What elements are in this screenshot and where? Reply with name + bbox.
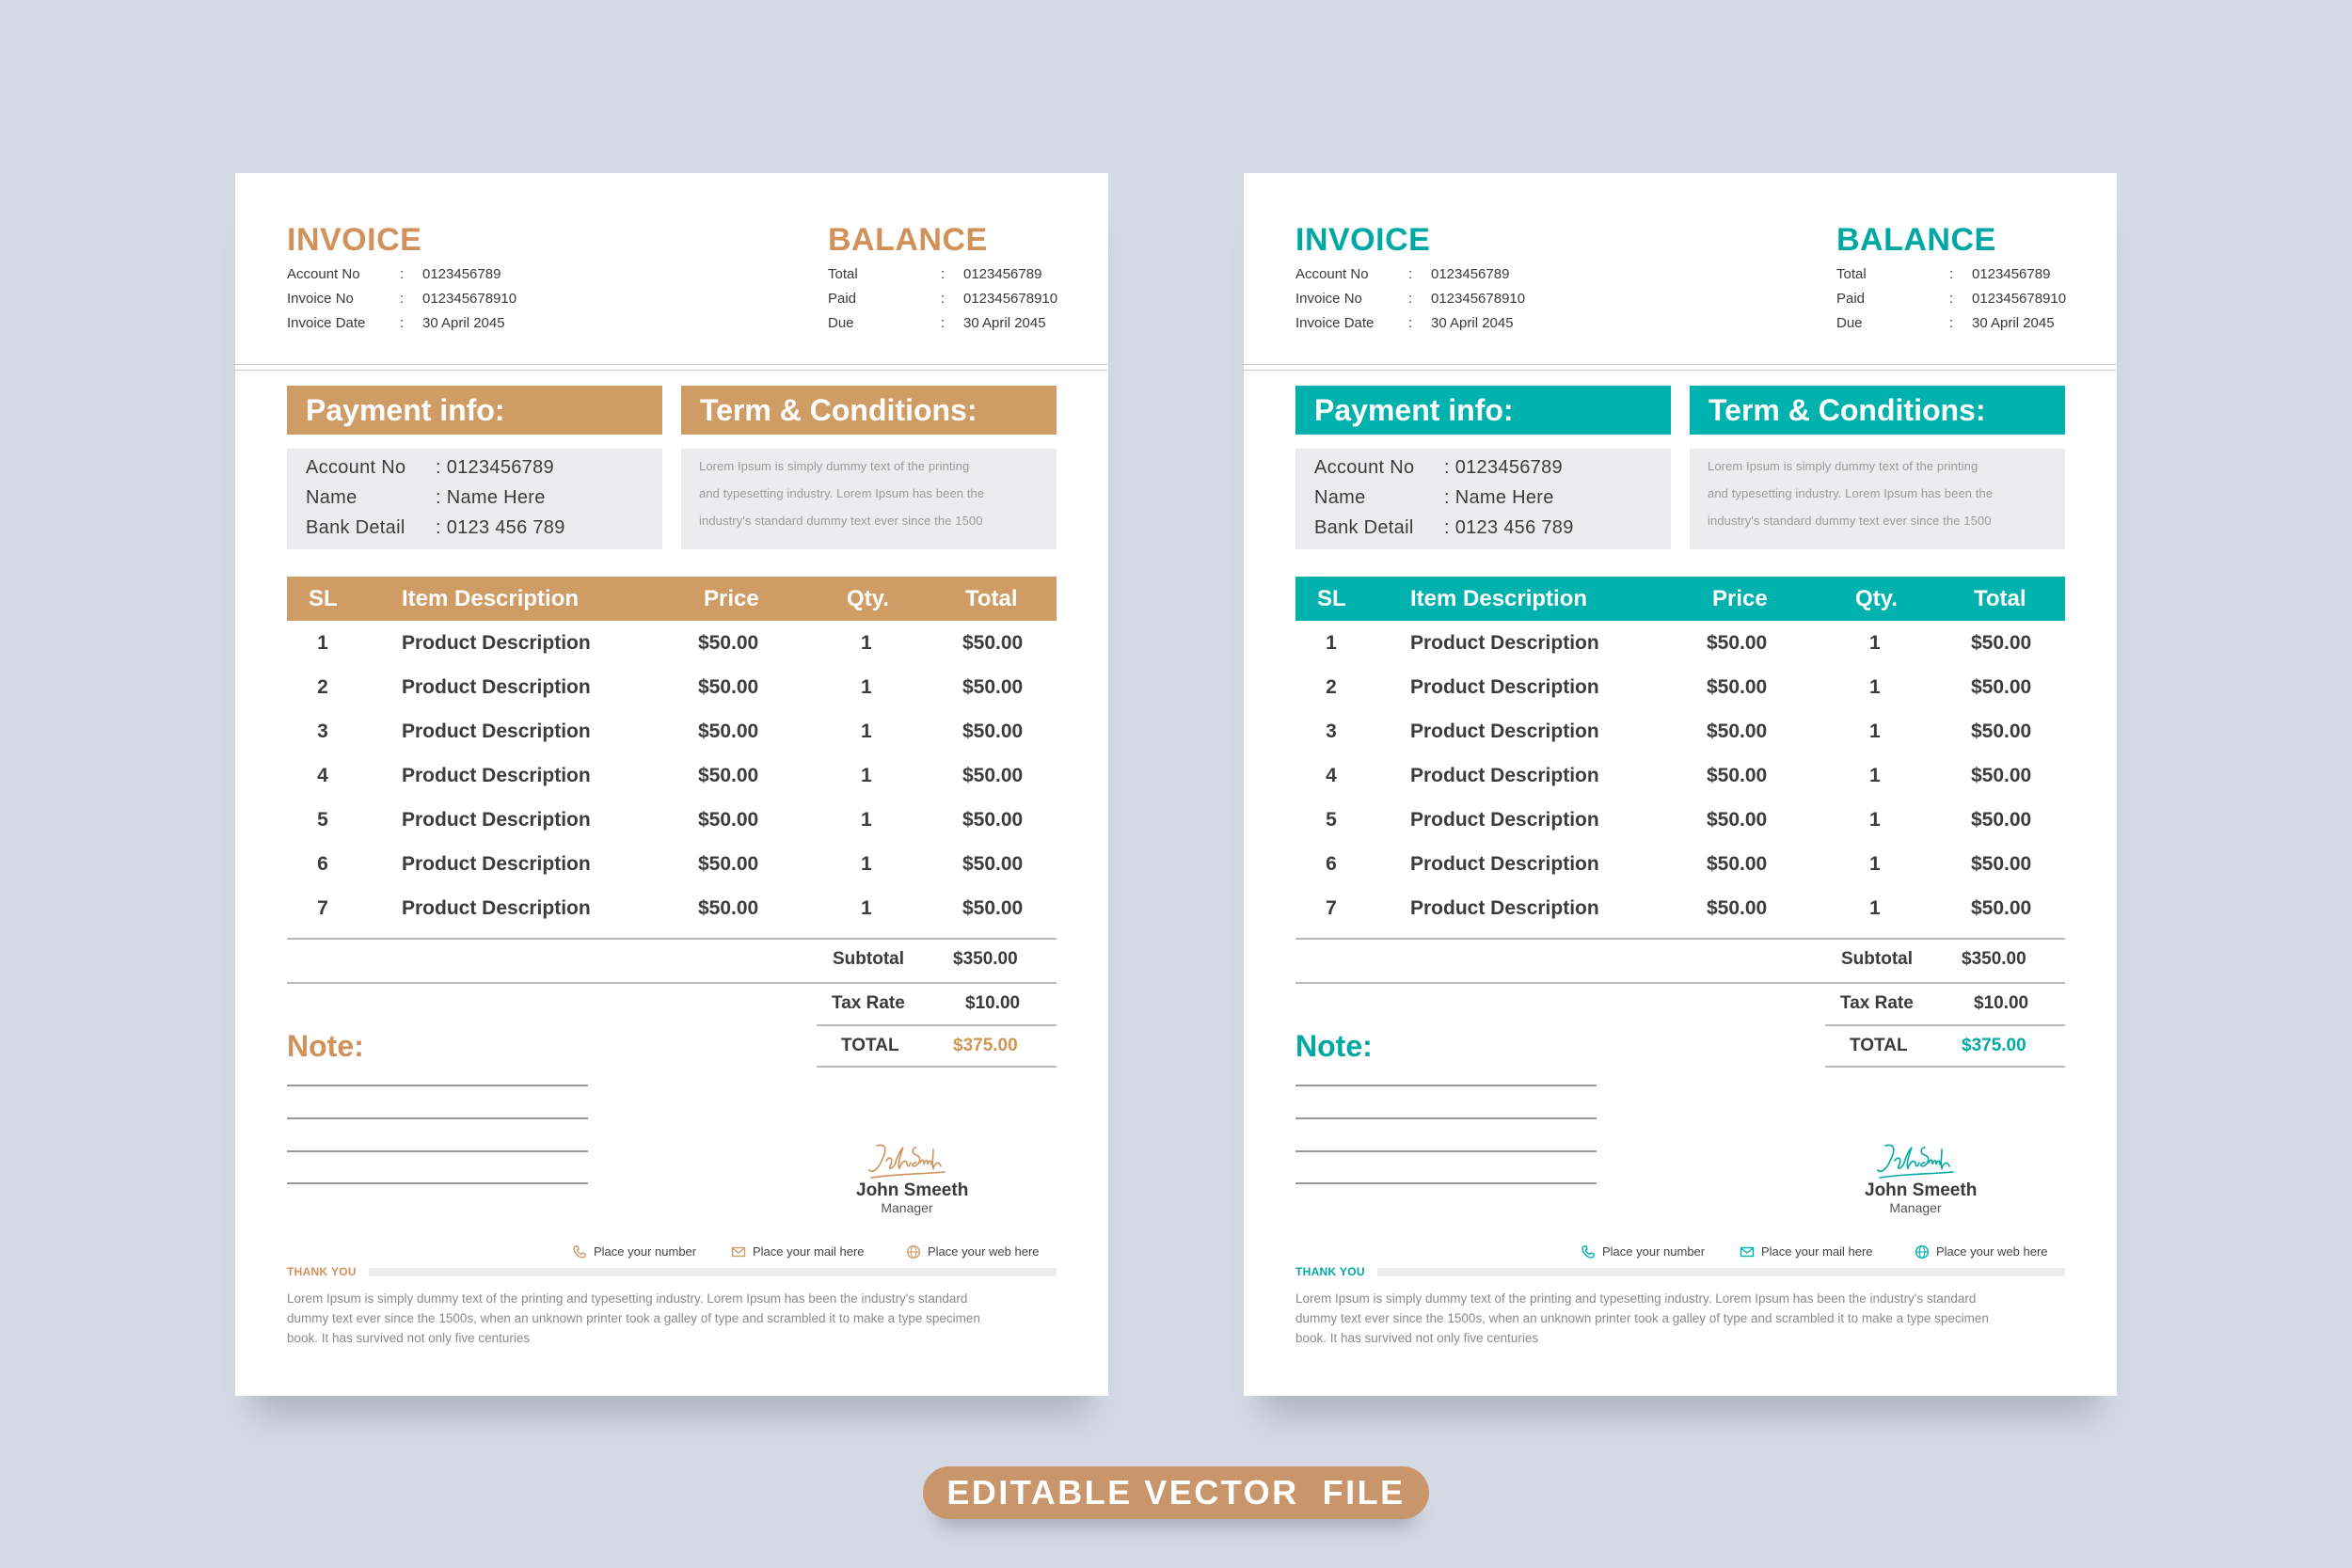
tax-rate-label: Tax Rate	[832, 993, 905, 1013]
table-row	[1295, 798, 2065, 842]
meta-sep: :	[400, 291, 405, 307]
row-price: $50.00	[1707, 897, 1768, 919]
signature-script	[1876, 1142, 1955, 1181]
table-row	[287, 886, 1057, 930]
meta-label: Account No	[1295, 266, 1369, 282]
meta-label: Invoice No	[1295, 291, 1362, 307]
note-line	[287, 1085, 588, 1086]
terms-text	[699, 452, 984, 534]
row-sl: 6	[317, 853, 328, 875]
grand-total-value: $375.00	[953, 1036, 1018, 1055]
invoice-page-teal	[1244, 173, 2117, 1396]
table-row	[287, 798, 1057, 842]
row-sl: 1	[1326, 632, 1337, 654]
terms-line: industry's standard dummy text ever since the 1500	[1708, 514, 1992, 528]
row-price: $50.00	[1707, 853, 1768, 875]
row-sl: 5	[317, 809, 328, 831]
row-total: $50.00	[1971, 853, 2032, 875]
contact-mail-text: Place your mail here	[753, 1244, 865, 1259]
col-header-total: Total	[1974, 586, 2026, 611]
invoice-title: INVOICE	[1295, 222, 1431, 258]
tax-rule	[1825, 1024, 2065, 1026]
signature-name: John Smeeth	[856, 1180, 969, 1200]
row-description: Product Description	[402, 632, 591, 654]
row-price: $50.00	[1707, 721, 1768, 742]
row-price: $50.00	[698, 853, 759, 875]
row-price: $50.00	[1707, 809, 1768, 831]
table-row	[1295, 842, 2065, 886]
row-qty: 1	[1869, 721, 1881, 742]
row-total: $50.00	[962, 721, 1024, 742]
contact-phone-text: Place your number	[594, 1244, 697, 1259]
table-row	[1295, 709, 2065, 753]
thank-you-bar	[1377, 1268, 2065, 1276]
row-sl: 2	[1326, 676, 1337, 698]
payment-label: Bank Detail	[1314, 517, 1414, 538]
meta-sep: :	[400, 315, 405, 331]
meta-sep: :	[1408, 291, 1413, 307]
note-line	[1295, 1117, 1597, 1119]
row-total: $50.00	[962, 809, 1024, 831]
payment-label: Bank Detail	[306, 517, 405, 538]
meta-sep: :	[941, 291, 946, 307]
row-sl: 5	[1326, 809, 1337, 831]
row-qty: 1	[1869, 765, 1881, 786]
meta-value: 0123456789	[422, 266, 501, 282]
footer-line: book. It has survived not only five centuries	[287, 1331, 531, 1345]
payment-info-box	[287, 449, 662, 549]
table-bottom-rule	[1295, 938, 2065, 940]
grand-total-value: $375.00	[1962, 1036, 2026, 1055]
meta-label: Due	[828, 315, 854, 331]
row-qty: 1	[1869, 809, 1881, 831]
row-qty: 1	[1869, 853, 1881, 875]
meta-label: Paid	[828, 291, 857, 307]
meta-value: 0123456789	[963, 266, 1042, 282]
contact-mail-text: Place your mail here	[1761, 1244, 1873, 1259]
meta-sep: :	[1408, 266, 1413, 282]
footer-line: dummy text ever since the 1500s, when an unknown printer took a galley of type and scrambled it to make a type specimen	[1295, 1311, 1989, 1325]
footer-text	[287, 1289, 1058, 1348]
payment-label: Account No	[1314, 457, 1415, 478]
terms-line: and typesetting industry. Lorem Ipsum has been the	[1708, 486, 1994, 500]
balance-title: BALANCE	[1836, 222, 1996, 258]
meta-sep: :	[1949, 291, 1954, 307]
row-sl: 7	[317, 897, 328, 919]
meta-sep: :	[1408, 315, 1413, 331]
contact-web-text: Place your web here	[1936, 1244, 2048, 1259]
col-header-qty: Qty.	[1855, 586, 1898, 611]
row-sl: 6	[1326, 853, 1337, 875]
thank-you-label: THANK YOU	[287, 1265, 357, 1278]
row-total: $50.00	[1971, 721, 2032, 742]
row-price: $50.00	[698, 809, 759, 831]
meta-value: 0123456789	[1972, 266, 2051, 282]
meta-value: 30 April 2045	[422, 315, 505, 331]
signature-role: Manager	[881, 1200, 933, 1215]
signature-role: Manager	[1889, 1200, 1942, 1215]
meta-label: Invoice No	[287, 291, 354, 307]
note-line	[1295, 1150, 1597, 1152]
meta-sep: :	[1949, 266, 1954, 282]
meta-label: Paid	[1836, 291, 1866, 307]
row-description: Product Description	[402, 676, 591, 698]
row-description: Product Description	[1410, 853, 1599, 875]
payment-info-band: Payment info:	[1295, 386, 1671, 435]
row-price: $50.00	[1707, 765, 1768, 786]
signature-script	[867, 1142, 946, 1181]
invoice-title: INVOICE	[287, 222, 422, 258]
meta-value: 30 April 2045	[963, 315, 1046, 331]
row-sl: 4	[317, 765, 328, 786]
thank-you-label: THANK YOU	[1295, 1265, 1365, 1278]
payment-label: Name	[306, 487, 358, 508]
row-total: $50.00	[1971, 632, 2032, 654]
editable-vector-file-banner: EDITABLE VECTOR FILE	[923, 1466, 1429, 1519]
terms-box	[681, 449, 1057, 549]
meta-value: 0123456789	[1431, 266, 1510, 282]
meta-value: 30 April 2045	[1972, 315, 2055, 331]
payment-value: : 0123 456 789	[1444, 517, 1574, 538]
row-description: Product Description	[1410, 765, 1599, 786]
row-sl: 3	[317, 721, 328, 742]
row-description: Product Description	[1410, 632, 1599, 654]
row-total: $50.00	[962, 765, 1024, 786]
terms-band: Term & Conditions:	[681, 386, 1057, 435]
payment-info-band: Payment info:	[287, 386, 662, 435]
row-description: Product Description	[402, 853, 591, 875]
note-line	[287, 1182, 588, 1184]
row-sl: 4	[1326, 765, 1337, 786]
col-header-sl: SL	[1317, 586, 1346, 611]
note-line	[1295, 1085, 1597, 1086]
meta-label: Total	[828, 266, 858, 282]
row-qty: 1	[1869, 676, 1881, 698]
row-price: $50.00	[698, 721, 759, 742]
row-price: $50.00	[698, 765, 759, 786]
meta-sep: :	[1949, 315, 1954, 331]
subtotal-label: Subtotal	[833, 949, 904, 969]
subtotal-value: $350.00	[1962, 949, 2026, 969]
mail-icon	[731, 1244, 746, 1259]
terms-line: Lorem Ipsum is simply dummy text of the printing	[1708, 459, 1979, 473]
note-line	[1295, 1182, 1597, 1184]
row-total: $50.00	[1971, 676, 2032, 698]
meta-value: 30 April 2045	[1431, 315, 1514, 331]
footer-text	[1295, 1289, 2067, 1348]
signature-name: John Smeeth	[1865, 1180, 1978, 1200]
table-row	[287, 753, 1057, 798]
col-header-total: Total	[965, 586, 1018, 611]
table-row	[1295, 665, 2065, 709]
row-price: $50.00	[1707, 676, 1768, 698]
contact-phone-text: Place your number	[1602, 1244, 1706, 1259]
total-rule	[817, 1066, 1057, 1068]
footer-line: Lorem Ipsum is simply dummy text of the printing and typesetting industry. Lorem Ipsum has been the industry's standard	[1295, 1291, 1977, 1306]
row-qty: 1	[861, 676, 872, 698]
col-header-qty: Qty.	[847, 586, 889, 611]
invoice-page-orange	[235, 173, 1108, 1396]
tax-rate-value: $10.00	[1974, 993, 2029, 1013]
note-line	[287, 1117, 588, 1119]
tax-rule	[817, 1024, 1057, 1026]
note-title: Note:	[287, 1029, 364, 1063]
row-total: $50.00	[962, 853, 1024, 875]
table-bottom-rule	[287, 938, 1057, 940]
total-rule	[1825, 1066, 2065, 1068]
col-header-price: Price	[704, 586, 759, 611]
row-price: $50.00	[1707, 632, 1768, 654]
row-total: $50.00	[1971, 897, 2032, 919]
footer-line: Lorem Ipsum is simply dummy text of the printing and typesetting industry. Lorem Ipsum has been the industry's standard	[287, 1291, 968, 1306]
meta-label: Total	[1836, 266, 1867, 282]
thank-you-bar	[369, 1268, 1057, 1276]
terms-line: and typesetting industry. Lorem Ipsum has been the	[699, 486, 985, 500]
row-price: $50.00	[698, 632, 759, 654]
table-row	[287, 709, 1057, 753]
payment-value: : 0123 456 789	[436, 517, 565, 538]
row-qty: 1	[1869, 632, 1881, 654]
row-sl: 2	[317, 676, 328, 698]
balance-title: BALANCE	[828, 222, 988, 258]
payment-label: Name	[1314, 487, 1366, 508]
row-qty: 1	[861, 897, 872, 919]
meta-label: Invoice Date	[287, 315, 366, 331]
tax-rate-value: $10.00	[965, 993, 1021, 1013]
table-row	[287, 665, 1057, 709]
table-row	[287, 842, 1057, 886]
row-total: $50.00	[1971, 809, 2032, 831]
table-header	[287, 577, 1057, 621]
row-qty: 1	[861, 721, 872, 742]
footer-line: book. It has survived not only five centuries	[1295, 1331, 1539, 1345]
tax-rate-label: Tax Rate	[1840, 993, 1914, 1013]
row-qty: 1	[1869, 897, 1881, 919]
meta-sep: :	[941, 266, 946, 282]
header-divider	[1244, 364, 2117, 371]
subtotal-rule	[287, 982, 1057, 984]
row-description: Product Description	[1410, 897, 1599, 919]
row-total: $50.00	[962, 897, 1024, 919]
row-description: Product Description	[402, 765, 591, 786]
row-description: Product Description	[1410, 721, 1599, 742]
table-header	[1295, 577, 2065, 621]
row-total: $50.00	[962, 676, 1024, 698]
meta-label: Due	[1836, 315, 1863, 331]
row-total: $50.00	[1971, 765, 2032, 786]
payment-value: : 0123456789	[1444, 457, 1563, 478]
row-qty: 1	[861, 809, 872, 831]
col-header-sl: SL	[309, 586, 338, 611]
row-qty: 1	[861, 765, 872, 786]
payment-info-box	[1295, 449, 1671, 549]
meta-label: Account No	[287, 266, 360, 282]
note-line	[287, 1150, 588, 1152]
meta-value: 012345678910	[963, 291, 1058, 307]
subtotal-label: Subtotal	[1841, 949, 1913, 969]
terms-line: industry's standard dummy text ever since the 1500	[699, 514, 983, 528]
terms-band: Term & Conditions:	[1690, 386, 2065, 435]
globe-icon	[1915, 1244, 1930, 1259]
meta-value: 012345678910	[1972, 291, 2067, 307]
meta-value: 012345678910	[422, 291, 517, 307]
contact-web-text: Place your web here	[928, 1244, 1040, 1259]
col-header-price: Price	[1712, 586, 1768, 611]
meta-value: 012345678910	[1431, 291, 1526, 307]
table-row	[1295, 753, 2065, 798]
table-row	[287, 621, 1057, 665]
payment-value: : Name Here	[436, 487, 546, 508]
row-description: Product Description	[402, 721, 591, 742]
meta-label: Invoice Date	[1295, 315, 1375, 331]
payment-value: : 0123456789	[436, 457, 554, 478]
row-price: $50.00	[698, 676, 759, 698]
phone-icon	[1581, 1244, 1596, 1259]
table-row	[1295, 886, 2065, 930]
row-description: Product Description	[1410, 676, 1599, 698]
row-total: $50.00	[962, 632, 1024, 654]
terms-text	[1708, 452, 1993, 534]
row-sl: 3	[1326, 721, 1337, 742]
row-qty: 1	[861, 853, 872, 875]
subtotal-rule	[1295, 982, 2065, 984]
note-title: Note:	[1295, 1029, 1373, 1063]
table-row	[1295, 621, 2065, 665]
col-header-description: Item Description	[402, 586, 580, 611]
payment-label: Account No	[306, 457, 406, 478]
payment-value: : Name Here	[1444, 487, 1554, 508]
col-header-description: Item Description	[1410, 586, 1588, 611]
grand-total-label: TOTAL	[841, 1036, 899, 1055]
row-price: $50.00	[698, 897, 759, 919]
terms-line: Lorem Ipsum is simply dummy text of the printing	[699, 459, 970, 473]
globe-icon	[906, 1244, 921, 1259]
meta-sep: :	[400, 266, 405, 282]
meta-sep: :	[941, 315, 946, 331]
row-sl: 1	[317, 632, 328, 654]
header-divider	[235, 364, 1108, 371]
row-sl: 7	[1326, 897, 1337, 919]
subtotal-value: $350.00	[953, 949, 1018, 969]
row-qty: 1	[861, 632, 872, 654]
row-description: Product Description	[402, 809, 591, 831]
phone-icon	[572, 1244, 587, 1259]
terms-box	[1690, 449, 2065, 549]
mail-icon	[1740, 1244, 1755, 1259]
row-description: Product Description	[1410, 809, 1599, 831]
footer-line: dummy text ever since the 1500s, when an unknown printer took a galley of type and scrambled it to make a type specimen	[287, 1311, 980, 1325]
grand-total-label: TOTAL	[1850, 1036, 1908, 1055]
row-description: Product Description	[402, 897, 591, 919]
